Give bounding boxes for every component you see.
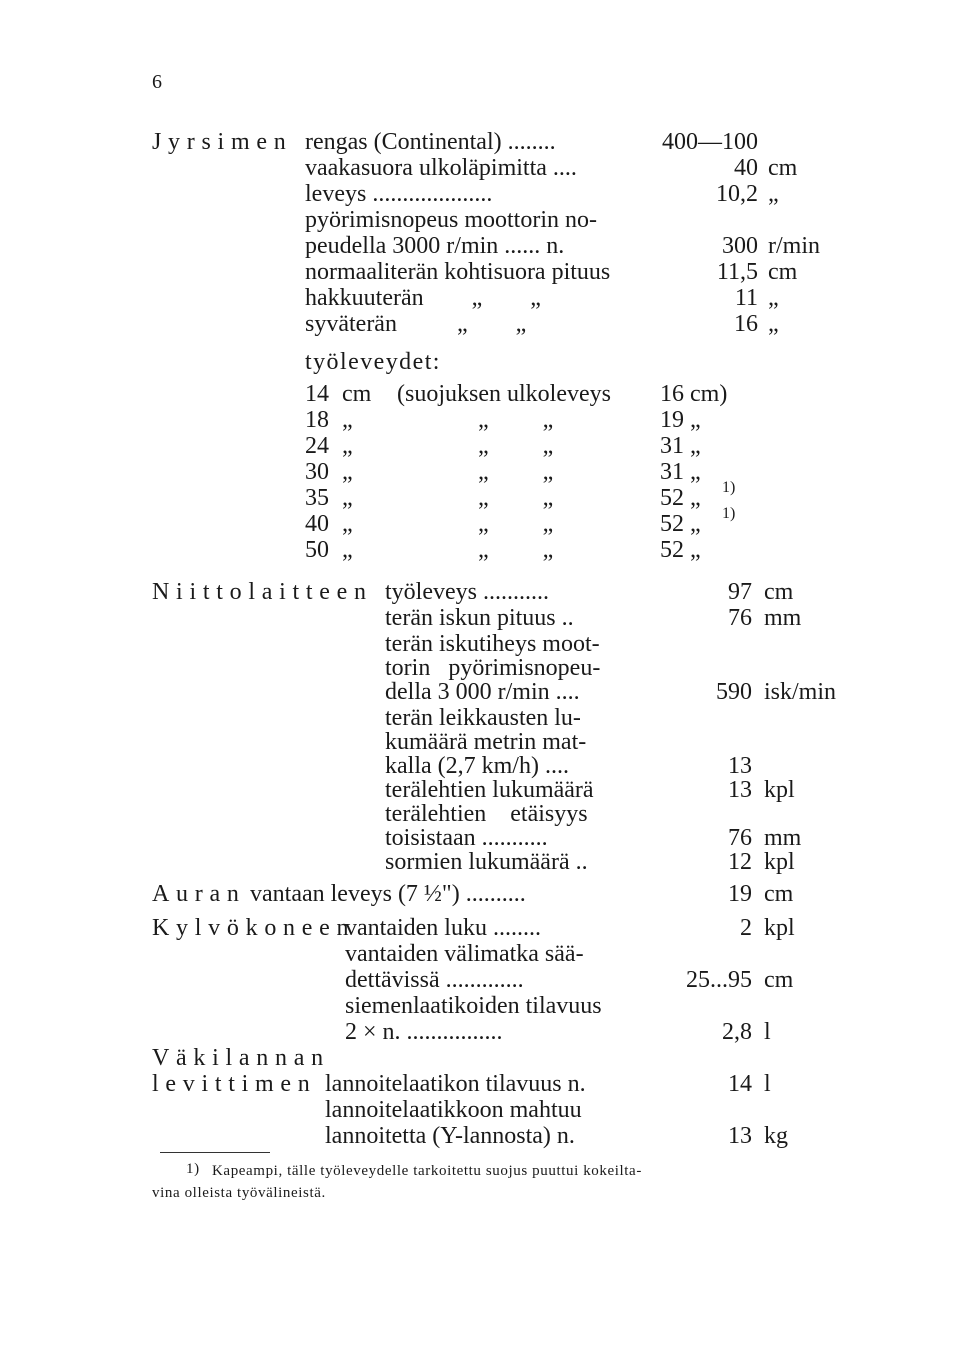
- width-desc: „ „: [478, 433, 554, 459]
- row-label: vantaan leveys (7 ½") ..........: [250, 881, 526, 907]
- footnote-ref: 1): [722, 479, 736, 496]
- width-unit: „: [342, 407, 353, 433]
- row-unit: „: [768, 311, 779, 337]
- width-value: 31 „: [660, 433, 701, 459]
- row-value: 76: [728, 605, 752, 631]
- row-unit: r/min: [768, 233, 820, 259]
- row-label: torin pyörimisnopeu-: [385, 655, 601, 681]
- vaki-heading-2: levittimen: [152, 1071, 317, 1097]
- row-value: 400—100: [662, 129, 758, 155]
- row-value: 2,8: [722, 1019, 752, 1045]
- row-value: 40: [734, 155, 758, 181]
- row-unit: cm: [768, 155, 798, 181]
- row-label: siemenlaatikoiden tilavuus: [345, 993, 602, 1019]
- row-label: syväterän „ „: [305, 311, 527, 337]
- row-unit: kg: [764, 1123, 788, 1149]
- row-value: 10,2: [716, 181, 758, 207]
- row-unit: mm: [764, 605, 802, 631]
- row-label: terän iskutiheys moot-: [385, 631, 600, 657]
- row-label: hakkuuterän „ „: [305, 285, 541, 311]
- row-unit: l: [764, 1071, 771, 1097]
- row-label: 2 × n. ................: [345, 1019, 503, 1045]
- row-label: terälehtien lukumäärä: [385, 777, 594, 803]
- width-value: 52 „: [660, 537, 701, 563]
- row-unit: kpl: [764, 915, 795, 941]
- width-value: 31 „: [660, 459, 701, 485]
- row-label: sormien lukumäärä ..: [385, 849, 588, 875]
- row-label: lannoitelaatikon tilavuus n.: [325, 1071, 586, 1097]
- row-value: 13: [728, 777, 752, 803]
- niitto-heading: Niittolaitteen: [152, 579, 373, 605]
- width-value: 19 „: [660, 407, 701, 433]
- width-unit: „: [342, 537, 353, 563]
- row-unit: „: [768, 285, 779, 311]
- row-label: työleveys ...........: [385, 579, 549, 605]
- row-label: rengas (Continental) ........: [305, 129, 556, 155]
- row-value: 13: [728, 753, 752, 779]
- footnote-line-2: vina olleista työvälineistä.: [152, 1185, 326, 1201]
- row-unit: kpl: [764, 849, 795, 875]
- row-value: 2: [740, 915, 752, 941]
- row-label: terän leikkausten lu-: [385, 705, 581, 731]
- footnote-rule: [160, 1152, 270, 1153]
- row-unit: l: [764, 1019, 771, 1045]
- widths-title: työleveydet:: [305, 349, 441, 375]
- row-unit: cm: [768, 259, 798, 285]
- row-label: vaakasuora ulkoläpimitta ....: [305, 155, 577, 181]
- row-label: kumäärä metrin mat-: [385, 729, 587, 755]
- width-unit: „: [342, 485, 353, 511]
- width-cm: 24: [305, 433, 329, 459]
- row-value: 19: [728, 881, 752, 907]
- row-label: terän iskun pituus ..: [385, 605, 574, 631]
- row-unit: „: [768, 181, 779, 207]
- row-label: vantaiden luku ........: [345, 915, 541, 941]
- width-desc: „ „: [478, 459, 554, 485]
- row-label: lannoitelaatikkoon mahtuu: [325, 1097, 582, 1123]
- width-cm: 30: [305, 459, 329, 485]
- row-unit: kpl: [764, 777, 795, 803]
- width-unit: cm: [342, 381, 372, 407]
- row-value: 14: [728, 1071, 752, 1097]
- width-desc: „ „: [478, 537, 554, 563]
- row-label: toisistaan ...........: [385, 825, 548, 851]
- width-desc: (suojuksen ulkoleveys: [397, 381, 611, 407]
- row-value: 25...95: [686, 967, 752, 993]
- width-unit: „: [342, 433, 353, 459]
- row-value: 300: [722, 233, 758, 259]
- width-desc: „ „: [478, 511, 554, 537]
- row-value: 12: [728, 849, 752, 875]
- row-label: normaaliterän kohtisuora pituus: [305, 259, 611, 285]
- width-cm: 40: [305, 511, 329, 537]
- row-value: 97: [728, 579, 752, 605]
- row-value: 11: [734, 285, 758, 311]
- width-cm: 14: [305, 381, 329, 407]
- row-value: 590: [716, 679, 752, 705]
- kylvo-heading: Kylvökoneen: [152, 915, 356, 941]
- row-label: pyörimisnopeus moottorin no-: [305, 207, 597, 233]
- width-desc: „ „: [478, 485, 554, 511]
- row-label: peudella 3000 r/min ...... n.: [305, 233, 565, 259]
- jyrsin-heading: Jyrsimen: [152, 129, 293, 155]
- row-unit: mm: [764, 825, 802, 851]
- row-label: terälehtien etäisyys: [385, 801, 588, 827]
- row-value: 76: [728, 825, 752, 851]
- row-value: 11,5: [716, 259, 758, 285]
- footnote-ref: 1): [722, 505, 736, 522]
- page-number: 6: [152, 71, 162, 93]
- row-value: 13: [728, 1123, 752, 1149]
- width-cm: 35: [305, 485, 329, 511]
- width-value: 52 „: [660, 511, 701, 537]
- width-value: 52 „: [660, 485, 701, 511]
- row-label: vantaiden välimatka sää-: [345, 941, 584, 967]
- row-unit: cm: [764, 579, 794, 605]
- width-cm: 50: [305, 537, 329, 563]
- row-unit: cm: [764, 967, 794, 993]
- aura-heading: Auran: [152, 881, 246, 907]
- footnote-marker: 1): [186, 1161, 200, 1177]
- width-unit: „: [342, 459, 353, 485]
- row-unit: cm: [764, 881, 794, 907]
- row-label: kalla (2,7 km/h) ....: [385, 753, 569, 779]
- row-value: 16: [734, 311, 758, 337]
- row-label: dettävissä .............: [345, 967, 524, 993]
- row-label: lannoitetta (Y-lannosta) n.: [325, 1123, 575, 1149]
- row-label: leveys ....................: [305, 181, 493, 207]
- vaki-heading-1: Väkilannan: [152, 1045, 330, 1071]
- footnote-line-1: Kapeampi, tälle työleveydelle tarkoitettu suojus puuttui kokeilta-: [212, 1163, 642, 1179]
- width-unit: „: [342, 511, 353, 537]
- row-unit: isk/min: [764, 679, 837, 705]
- width-value: 16 cm): [660, 381, 728, 407]
- row-label: della 3 000 r/min ....: [385, 679, 580, 705]
- width-cm: 18: [305, 407, 329, 433]
- width-desc: „ „: [478, 407, 554, 433]
